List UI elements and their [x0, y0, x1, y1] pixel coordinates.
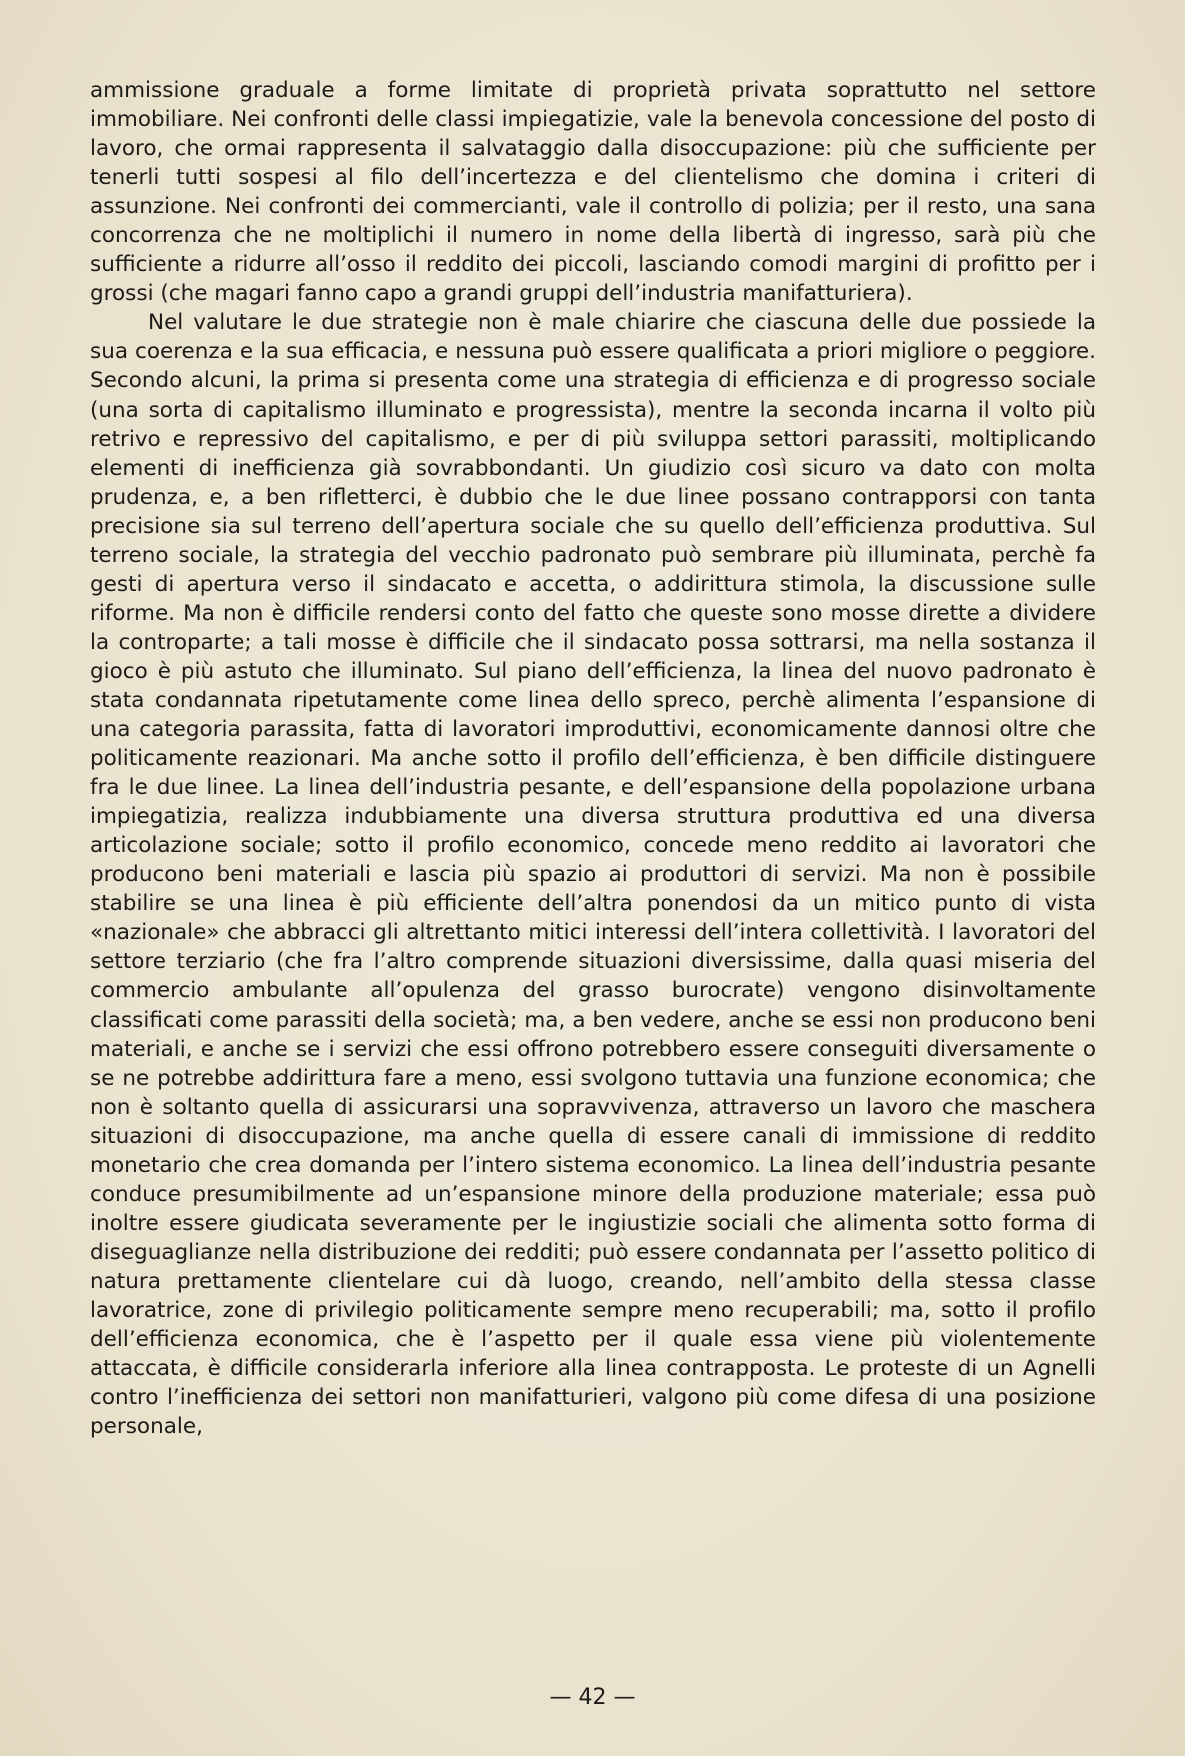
paragraph-2: Nel valutare le due strategie non è male chiarire che ciascuna delle due possiede la sua coerenza e la sua efficacia, e nessuna può essere qualificata a priori migliore o peggiore. Secondo alcuni, la prima si presenta come una strategia di efficienza e di progresso sociale (una sorta di capitalismo illuminato e progressista), mentre la seconda incarna il volto più retrivo e repressivo del capitalismo, e per di più sviluppa settori parassiti, moltiplicando elementi di inefficienza già sovrabbondanti. Un giudizio così sicuro va dato con molta prudenza, e, a ben rifletterci, è dubbio che le due linee possano contrapporsi con tanta precisione sia sul terreno dell’apertura sociale che su quello dell’efficienza produttiva. Sul terreno sociale, la strategia del vecchio padronato può sembrare più illuminata, perchè fa gesti di apertura verso il sindacato e accetta, o addirittura stimola, la discussione sulle riforme. Ma non è difficile rendersi conto del fatto che queste sono mosse dirette a dividere la controparte; a tali mosse è difficile che il sindacato possa sottrarsi, ma nella sostanza il gioco è più astuto che illuminato. Sul piano dell’efficienza, la linea del nuovo padronato è stata condannata ripetutamente come linea dello spreco, perchè alimenta l’espansione di una categoria parassita, fatta di lavoratori improduttivi, economicamente dannosi oltre che politicamente reazionari. Ma anche sotto il profilo dell’efficienza, è ben difficile distinguere fra le due linee. La linea dell’industria pesante, e dell’espansione della popolazione urbana impiegatizia, realizza indubbiamente una diversa struttura produttiva ed una diversa articolazione sociale; sotto il profilo economico, concede meno reddito ai lavoratori che producono beni materiali e lascia più spazio ai produttori di servizi. Ma non è possibile stabilire se una linea è più efficiente dell’altra ponendosi da un mitico punto di vista «nazionale» che abbracci gli altrettanto mitici interessi dell’intera collettività. I lavoratori del settore terziario (che fra l’altro comprende situazioni diversissime, dalla quasi miseria del commercio ambulante all’opulenza del grasso burocrate) vengono disinvoltamente classificati come parassiti della società; ma, a ben vedere, anche se essi non producono beni materiali, e anche se i servizi che essi offrono potrebbero essere conseguiti diversamente o se ne potrebbe addirittura fare a meno, essi svolgono tuttavia una funzione economica; che non è soltanto quella di assicurarsi una sopravvivenza, attraverso un lavoro che maschera situazioni di disoccupazione, ma anche quella di essere canali di immissione di reddito monetario che crea domanda per l’intero sistema economico. La linea dell’industria pesante conduce presumibilmente ad un’espansione minore della produzione materiale; essa può inoltre essere giudicata severamente per le ingiustizie sociali che alimenta sotto forma di diseguaglianze nella distribuzione dei redditi; può essere condannata per l’assetto politico di natura prettamente clientelare cui dà luogo, creando, nell’ambito della stessa classe lavoratrice, zone di privilegio politicamente sempre meno recuperabili; ma, sotto il profilo dell’efficienza economica, che è l’aspetto per il quale essa viene più violentemente attaccata, è difficile considerarla inferiore alla linea contrapposta. Le proteste di un Agnelli contro l’inefficienza dei settori non manifatturieri, valgono più come difesa di una posizione personale, [90, 310, 1096, 1440]
paragraph-1: ammissione graduale a forme limitate di proprietà privata soprattutto nel settore immobiliare. Nei confronti delle classi impiegatizie, vale la benevola concessione del posto di lavoro, che ormai rappresenta il salvataggio dalla disoccupazione: più che sufficiente per tenerli tutti sospesi al filo dell’incertezza e del clientelismo che domina i criteri di assunzione. Nei confronti dei commercianti, vale il controllo di polizia; per il resto, una sana concorrenza che ne moltiplichi il numero in nome della libertà di ingresso, sarà più che sufficiente a ridurre all’osso il reddito dei piccoli, lasciando comodi margini di profitto per i grossi (che magari fanno capo a grandi gruppi dell’industria manifatturiera). [90, 78, 1096, 307]
page-number: — 42 — [549, 1685, 636, 1710]
body-text [90, 76, 1096, 1441]
